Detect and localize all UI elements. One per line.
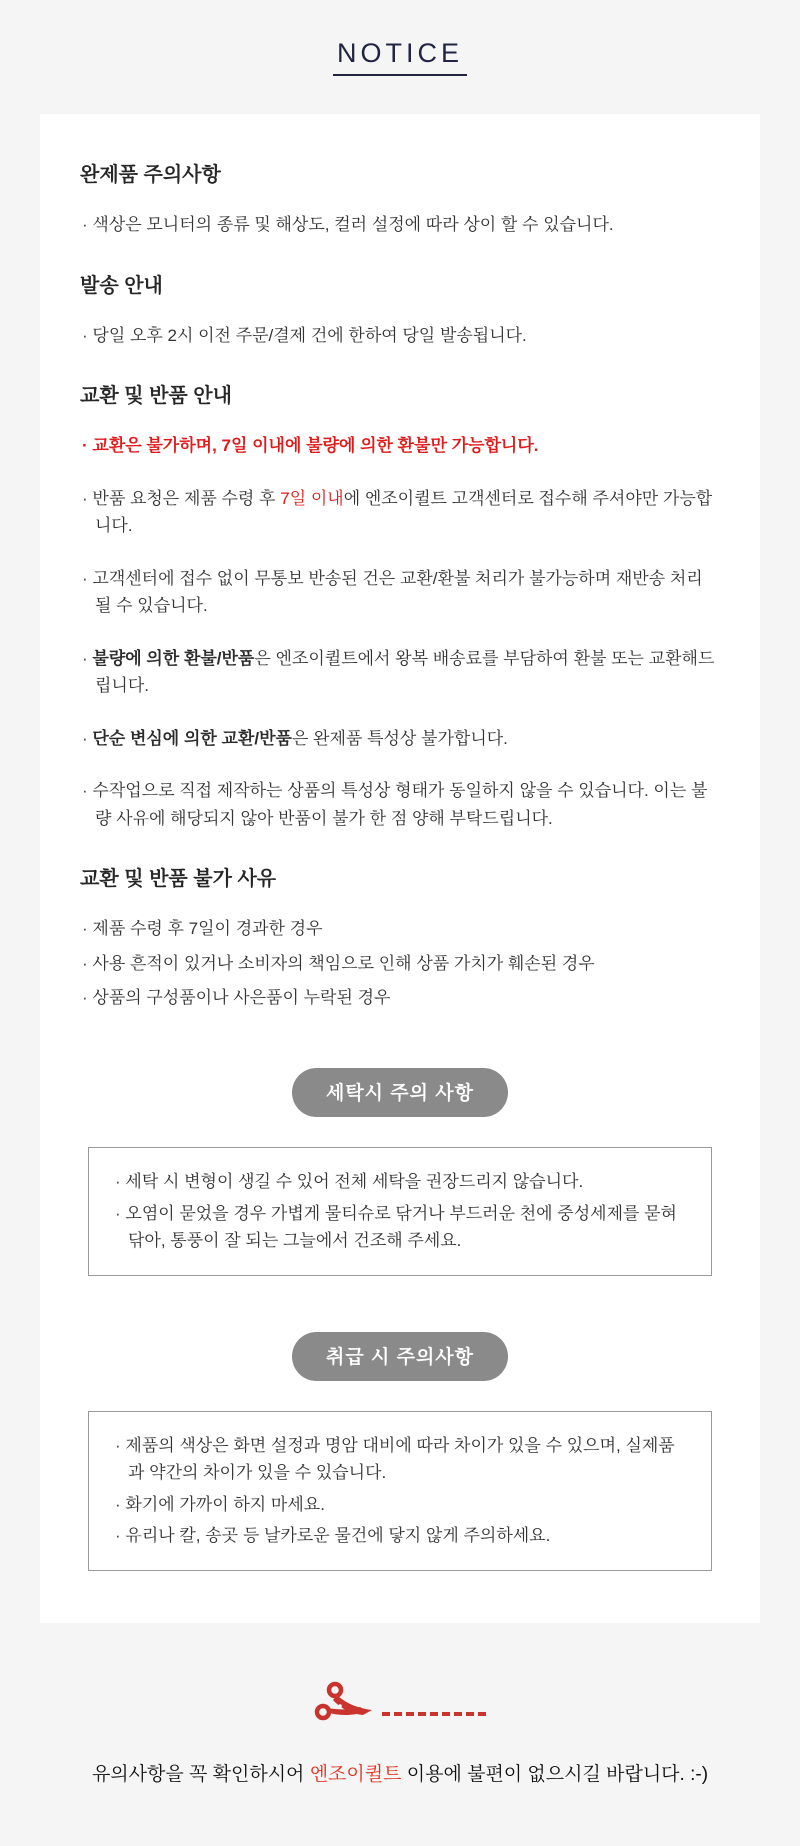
item-text: 은 엔조이퀼트에서 왕복 배송료를 부담하여 환불 또는 교환해드립니다. xyxy=(95,648,715,696)
washing-badge-row xyxy=(80,1068,720,1117)
notice-item: · 제품의 색상은 화면 설정과 명암 대비에 따라 차이가 있을 수 있으며, 실제품과 약간의 차이가 있을 수 있습니다. xyxy=(113,1432,687,1487)
handling-care-box xyxy=(88,1411,712,1571)
notice-item: · 당일 오후 2시 이전 주문/결제 건에 한하여 당일 발송됩니다. xyxy=(80,322,720,350)
item-text: 에 엔조이퀼트 고객센터로 접수해 주셔야만 가능합니다. xyxy=(95,488,713,536)
section-heading-no-exchange: 교환 및 반품 불가 사유 xyxy=(80,868,277,891)
notice-item: · 제품 수령 후 7일이 경과한 경우 xyxy=(80,915,720,943)
item-text: 반품 요청은 제품 수령 후 xyxy=(92,488,281,508)
cut-line-row xyxy=(0,1681,800,1725)
washing-care-box xyxy=(88,1147,712,1276)
handling-badge-row xyxy=(80,1332,720,1381)
notice-item: · 수작업으로 직접 제작하는 상품의 특성상 형태가 동일하지 않을 수 있습니다. 이는 불량 사유에 해당되지 않아 반품이 불가 한 점 양해 부탁드립니다. xyxy=(80,777,720,832)
footer-text: 유의사항을 꼭 확인하시어 xyxy=(91,1763,310,1785)
notice-item: · 사용 흔적이 있거나 소비자의 책임으로 인해 상품 가치가 훼손된 경우 xyxy=(80,950,720,978)
notice-card xyxy=(40,114,760,1623)
footer-text: 이용에 불편이 없으시길 바랍니다. :-) xyxy=(401,1763,709,1785)
section-heading-shipping: 발송 안내 xyxy=(80,274,163,297)
item-text-bold: 단순 변심에 의한 교환/반품 xyxy=(92,728,292,748)
item-text-red: 7일 이내 xyxy=(280,488,344,508)
footer-brand-name: 엔조이퀼트 xyxy=(309,1763,402,1785)
scissors-icon xyxy=(314,1681,380,1725)
notice-item: · 오염이 묻었을 경우 가볍게 물티슈로 닦거나 부드러운 천에 중성세제를 묻혀 닦아, 통풍이 잘 되는 그늘에서 건조해 주세요. xyxy=(113,1200,687,1255)
notice-item: · 색상은 모니터의 종류 및 해상도, 컬러 설정에 따라 상이 할 수 있습니다. xyxy=(80,211,720,239)
notice-item xyxy=(80,645,720,700)
notice-item-alert: · 교환은 불가하며, 7일 이내에 불량에 의한 환불만 가능합니다. xyxy=(80,432,720,460)
section-heading-finished-product: 완제품 주의사항 xyxy=(80,164,221,186)
item-text-bold: 불량에 의한 환불/반품 xyxy=(92,648,255,668)
washing-badge: 세탁시 주의 사항 xyxy=(292,1068,508,1117)
handling-badge: 취급 시 주의사항 xyxy=(292,1332,508,1381)
section-heading-exchange-return: 교환 및 반품 안내 xyxy=(80,385,232,408)
notice-item: · 화기에 가까이 하지 마세요. xyxy=(113,1491,687,1519)
notice-item xyxy=(80,485,720,540)
notice-item xyxy=(80,725,720,753)
dashed-cut-line xyxy=(382,1712,486,1716)
notice-item: · 세탁 시 변형이 생길 수 있어 전체 세탁을 권장드리지 않습니다. xyxy=(113,1168,687,1196)
item-text: 은 완제품 특성상 불가합니다. xyxy=(291,728,508,748)
page-title-row xyxy=(0,38,800,76)
footer-note xyxy=(0,1759,800,1846)
page-title: NOTICE xyxy=(333,38,467,76)
notice-item: · 고객센터에 접수 없이 무통보 반송된 건은 교환/환불 처리가 불가능하며 재반송 처리 될 수 있습니다. xyxy=(80,565,720,620)
notice-item: · 유리나 칼, 송곳 등 날카로운 물건에 닿지 않게 주의하세요. xyxy=(113,1522,687,1550)
notice-item: · 상품의 구성품이나 사은품이 누락된 경우 xyxy=(80,984,720,1012)
